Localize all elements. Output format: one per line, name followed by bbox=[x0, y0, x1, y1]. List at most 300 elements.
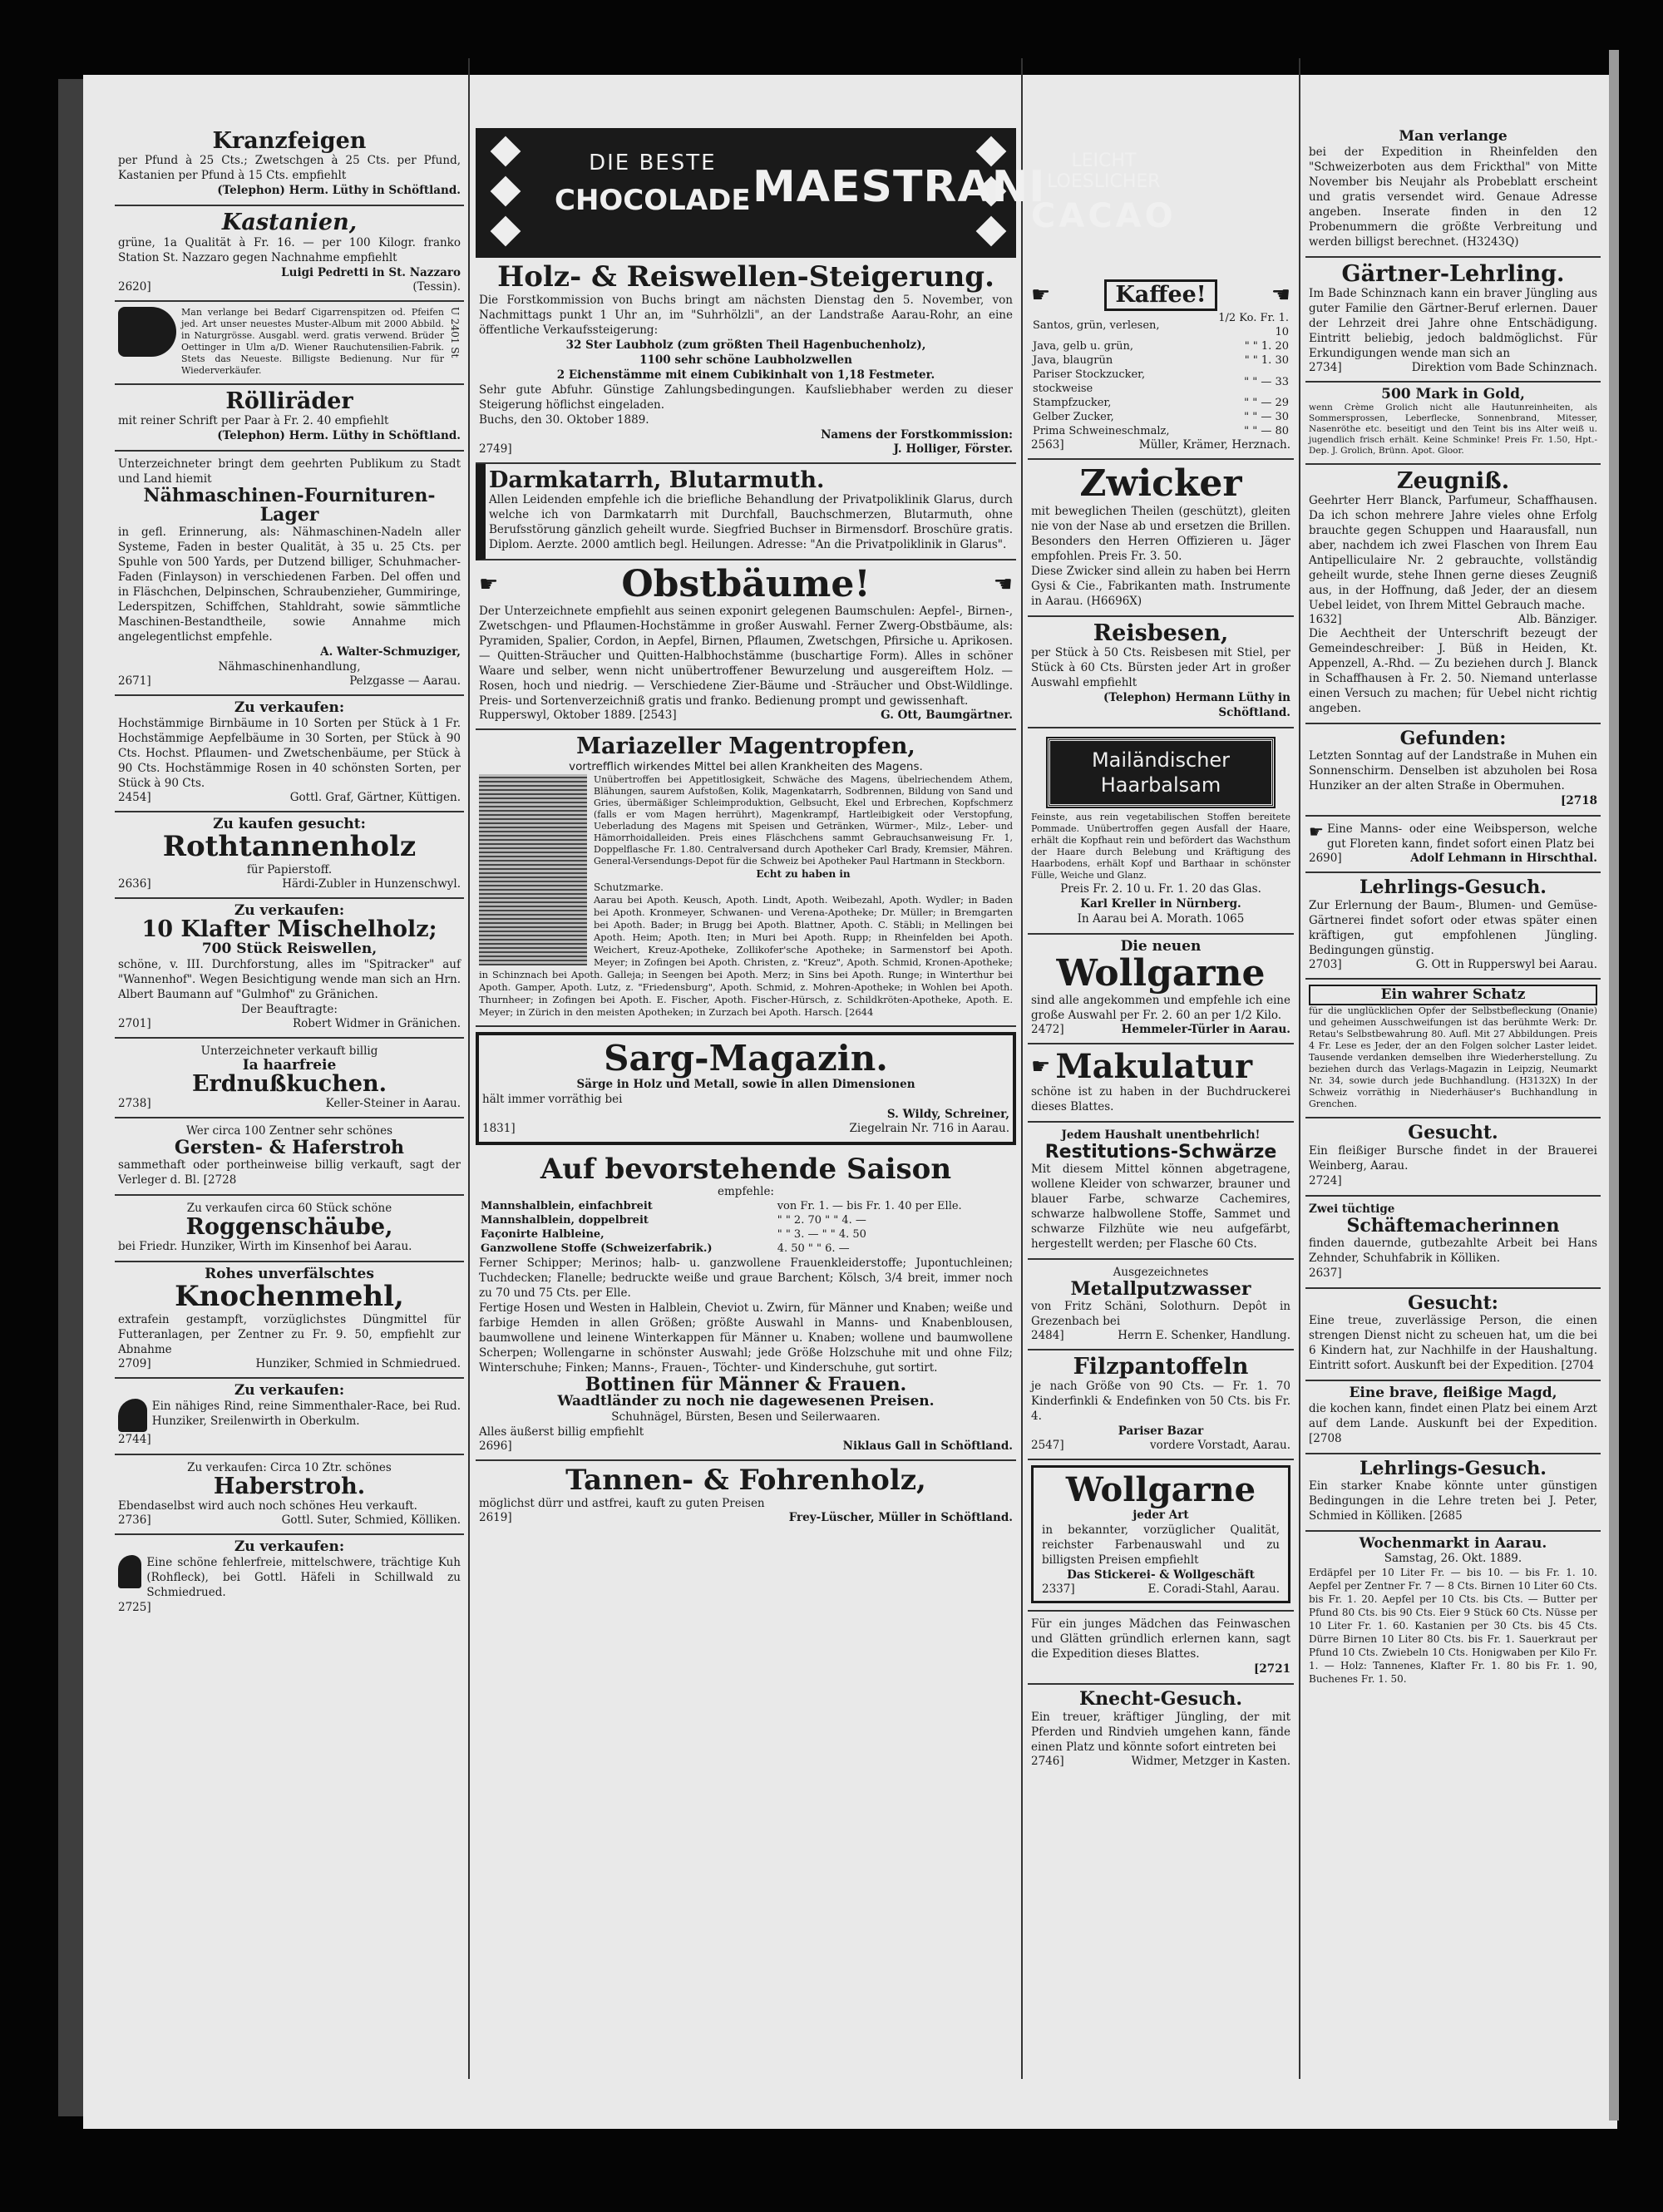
ad-tannenholz bbox=[476, 1461, 1016, 1531]
ad-text: finden dauernde, gutbezahlte Arbeit bei Hans Zehnder, Schuhfabrik in Kölliken. bbox=[1309, 1236, 1597, 1265]
ad-subtitle: Pariser Bazar bbox=[1118, 1424, 1204, 1439]
ad-signature: A. Walter-Schmuziger, bbox=[320, 645, 461, 659]
ad-zeugnis bbox=[1305, 465, 1601, 724]
ad-signature: Hemmeler-Türler in Aarau. bbox=[1121, 1022, 1290, 1036]
price-value: " " 2. 70 " " 4. — bbox=[777, 1214, 866, 1227]
pointing-hand-left-icon: ☚ bbox=[993, 572, 1013, 598]
ad-text: möglichst dürr und astfrei, kauft zu guten Preisen bbox=[479, 1496, 765, 1510]
ad-text: extrafein gestampft, vorzüglichstes Düngmittel für Futteranlagen, per Zentner zu Fr. 9. 50, empfiehlt zur Abnahme bbox=[118, 1312, 461, 1356]
ad-signature: Alb. Bänziger. bbox=[1517, 613, 1597, 627]
ad-lehrlings-gesuch-2 bbox=[1305, 1454, 1601, 1532]
ad-gesucht-bursche bbox=[1305, 1118, 1601, 1196]
ad-signature: S. Wildy, Schreiner, bbox=[886, 1107, 1009, 1121]
ad-location: In Aarau bei A. Morath. 1065 bbox=[1077, 911, 1245, 926]
ad-metallputzwasser bbox=[1028, 1260, 1294, 1350]
ad-subtitle: Särge in Holz und Metall, sowie in allen Dimensionen bbox=[576, 1077, 915, 1091]
price-row bbox=[1031, 410, 1290, 424]
price-value: " " — 33 bbox=[1244, 375, 1289, 388]
ad-text: Feinste, aus rein vegetabilischen Stoffen bereitete Pommade. Unübertroffen gegen Ausfall der Haare, erhält die Kopfhaut rein und befördert das Wachsthum der Haare durch Belebung und Kräftigung des Haarbodens, erhält Kopf und Barthaar in schönster Fülle, Weiche und Glanz. bbox=[1031, 811, 1290, 881]
banner-left-line2: CHOCOLADE bbox=[555, 184, 751, 217]
price-row bbox=[1031, 424, 1290, 438]
ad-haferstroh bbox=[115, 1118, 464, 1196]
ad-filzpantoffeln bbox=[1028, 1350, 1294, 1460]
ad-title: 500 Mark in Gold, bbox=[1381, 386, 1525, 403]
ad-number: 2337] bbox=[1042, 1582, 1075, 1597]
binding-spine bbox=[58, 79, 85, 2116]
ad-text: Der Beauftragte: bbox=[241, 1002, 338, 1016]
ad-naehmaschinen bbox=[115, 452, 464, 696]
ad-title: Auf bevorstehende Saison bbox=[540, 1152, 952, 1186]
ad-signature: (Telephon) Herm. Lüthy in Schöftland. bbox=[217, 184, 461, 198]
price-row bbox=[479, 1213, 1013, 1227]
ad-text: grüne, 1a Qualität à Fr. 16. — per 100 Kilogr. franko Station St. Nazzaro gegen Nachnahme empfiehlt bbox=[118, 235, 461, 264]
ad-number: 2637] bbox=[1309, 1266, 1342, 1280]
ad-text: mit reiner Schrift per Paar à Fr. 2. 40 empfiehlt bbox=[118, 414, 389, 428]
ad-magd bbox=[1305, 1381, 1601, 1454]
ad-signature: Adolf Lehmann in Hirschthal. bbox=[1410, 852, 1597, 866]
ad-number: 1831] bbox=[482, 1121, 516, 1135]
ad-cigarrenspitzen bbox=[115, 302, 464, 385]
price-item: Mannshalblein, doppelbreit bbox=[481, 1214, 649, 1227]
label-line2: Haarbalsam bbox=[1100, 773, 1221, 797]
ad-signature: Luigi Pedretti in St. Nazzaro bbox=[281, 265, 461, 279]
ad-erdnusskuchen bbox=[115, 1039, 464, 1118]
ad-frickthal bbox=[1305, 125, 1601, 258]
diamond-ornament bbox=[491, 216, 521, 247]
pointing-hand-right-icon: ☛ bbox=[1309, 822, 1324, 842]
ad-title: Tannen- & Fohrenholz, bbox=[565, 1464, 926, 1498]
ad-subtitle: jeder Art bbox=[1133, 1508, 1189, 1523]
ad-signature: Frey-Lüscher, Müller in Schöftland. bbox=[788, 1510, 1013, 1524]
ad-text: Ein treuer, kräftiger Jüngling, der mit Pferden und Rindvieh umgehen kann, fände einen Platz und könnte sofort eintreten bei bbox=[1031, 1710, 1290, 1754]
ad-wochenmarkt bbox=[1305, 1532, 1601, 1693]
ad-title: Mariazeller Magentropfen, bbox=[576, 733, 915, 760]
ad-code: U 2401 St bbox=[449, 306, 461, 358]
ad-text: Eine Manns- oder eine Weibsperson, welche gut Floreten kann, findet sofort einen Platz bei bbox=[1326, 822, 1597, 852]
column-rule bbox=[1021, 58, 1023, 2079]
ad-title: Knochenmehl, bbox=[175, 1280, 404, 1314]
ad-intro: Ausgezeichnetes bbox=[1113, 1266, 1209, 1279]
ad-knochenmehl bbox=[115, 1262, 464, 1379]
ad-mischelholz bbox=[115, 899, 464, 1039]
ad-number: 2746] bbox=[1031, 1754, 1064, 1768]
price-item: Java, blaugrün bbox=[1033, 354, 1113, 368]
ad-lehrlings-gesuch bbox=[1305, 873, 1601, 979]
ad-intro: Unterzeichneter verkauft billig bbox=[200, 1044, 378, 1058]
ad-signature: Härdi-Zubler in Hunzenschwyl. bbox=[282, 876, 461, 891]
ad-text: wenn Crème Grolich nicht alle Hautunreinheiten, als Sommersprossen, Leberflecke, Sonnenbrand, Mitesser, Nasenröthe etc. beseitigt und den Teint bis ins Alter weiß u. jugendlich frisch erhält. Keine Schminke! Preis Fr. 1.50, Hpt.-Dep. J. Grolich, Brünn. Apot. Gloor. bbox=[1309, 402, 1597, 457]
ad-signature: Gottl. Graf, Gärtner, Küttigen. bbox=[289, 791, 461, 805]
pointing-hand-right-icon: ☛ bbox=[479, 572, 499, 598]
ad-subtitle: vortrefflich wirkendes Mittel bei allen Krankheiten des Magens. bbox=[569, 759, 923, 773]
ad-wollgarne bbox=[1028, 935, 1294, 1044]
ad-makulatur bbox=[1028, 1044, 1294, 1123]
ad-title: Gefunden: bbox=[1399, 728, 1507, 750]
price-row bbox=[1031, 368, 1290, 396]
ad-number: 2749] bbox=[479, 442, 512, 456]
ad-text: bei Friedr. Hunziker, Wirth im Kinsenhof bei Aarau. bbox=[118, 1240, 412, 1254]
ad-location: Ziegelrain Nr. 716 in Aarau. bbox=[849, 1121, 1009, 1135]
price-table bbox=[479, 1199, 1013, 1256]
column-3 bbox=[1028, 274, 1294, 2087]
ad-intro: Jedem Haushalt unentbehrlich! bbox=[1061, 1128, 1261, 1142]
ad-number: 2472] bbox=[1031, 1022, 1064, 1036]
ad-text: sammethaft oder portheinweise billig verkauft, sagt der Verleger d. Bl. [2728 bbox=[118, 1158, 461, 1187]
cow-icon bbox=[118, 1399, 147, 1432]
ad-signature: Niklaus Gall in Schöftland. bbox=[842, 1439, 1013, 1454]
price-value: " " 1. 20 bbox=[1244, 340, 1289, 353]
ad-text: Ebendaselbst wird auch noch schönes Heu verkauft. bbox=[118, 1499, 417, 1513]
ad-text: Alles äußerst billig empfiehlt bbox=[479, 1425, 644, 1439]
ad-rolliraeder bbox=[115, 385, 464, 452]
ad-title: Zeugniß. bbox=[1396, 468, 1510, 495]
ad-number: 2620] bbox=[118, 279, 151, 294]
ad-rothtannenholz bbox=[115, 812, 464, 899]
ad-title: Gersten- & Haferstroh bbox=[174, 1136, 405, 1158]
ad-date: Samstag, 26. Okt. 1889. bbox=[1384, 1552, 1522, 1566]
cow-icon bbox=[118, 1555, 141, 1588]
ad-maestrani-banner bbox=[476, 128, 1177, 258]
pointing-hand-right-icon: ☛ bbox=[1031, 283, 1051, 309]
ad-location: Pelzgasse — Aarau. bbox=[349, 674, 461, 689]
ad-number: 2701] bbox=[118, 1016, 151, 1030]
ad-title: Makulatur bbox=[1055, 1046, 1253, 1086]
ad-text: schöne ist zu haben in der Buchdruckerei dieses Blattes. bbox=[1031, 1084, 1290, 1113]
ad-signature: Namens der Forstkommission: bbox=[821, 427, 1013, 442]
ad-text: per Stück à 50 Cts. Reisbesen mit Stiel, per Stück à 60 Cts. Bürsten jeder Art in großer Auswahl empfiehlt bbox=[1031, 645, 1290, 689]
ad-text: hält immer vorräthig bei bbox=[482, 1092, 623, 1106]
ad-text: je nach Größe von 90 Cts. — Fr. 1. 70 Kinderfinkli & Endefinken von 50 Cts. bis Fr. 4. bbox=[1031, 1380, 1290, 1424]
ad-title: Darmkatarrh, Blutarmuth. bbox=[489, 467, 825, 493]
pointing-hand-left-icon: ☚ bbox=[1271, 283, 1290, 309]
ad-text: Im Bade Schinznach kann ein braver Jüngling aus guter Familie den Gärtner-Beruf erlernen. Dauer der Lehrzeit drei Jahre ohne Entschädigung. Eintritt beliebig, jedoch baldmöglichst. Für Erkundigungen wende man sich an bbox=[1309, 287, 1597, 361]
ad-obstbaeume-verkauf bbox=[115, 696, 464, 812]
ad-sargmagazin bbox=[476, 1032, 1016, 1145]
price-row bbox=[1031, 311, 1290, 339]
ad-title: Nähmaschinen-Fournituren-Lager bbox=[143, 485, 436, 526]
ad-text: Diese Zwicker sind allein zu haben bei Herrn Gysi & Cie., Fabrikanten math. Instrumente in Aarau. (H6696X) bbox=[1031, 564, 1290, 608]
ad-pharmacy-list: Aarau bei Apoth. Keusch, Apoth. Lindt, Apoth. Weibezahl, Apoth. Wydler; in Baden bei Apoth. Kronmeyer, Schwanen- und Verena-Apotheke; Dr. Müller; in Bremgarten bei Apoth. Bader; in Brugg bei Apoth. Blattner, Apoth. C. Stäbli; in Mellingen bei Apoth. Heim; Apoth. Iten; in Muri bei Apoth. Rupp; in Rheinfelden bei Apoth. Weichert, Kreuz-Apotheke, Zollikofer'sche Apotheke; in Sarmenstorf bei Apoth. Meyer; in Zofingen bei Apoth. Christen, z. "Kreuz", Apoth. Schmid, Kronen-Apotheke; in Schinznach bei Apoth. Galleja; in Seengen bei Apoth. Merz; in Sins bei Apoth. Runge; in Winterthur bei Apoth. Gamper, Apoth. Lutz, z. "Friedensburg", Apoth. Schmid, z. Mohren-Apotheke; in Wohlen bei Apoth. Thurnheer; in Zofingen bei Apoth. E. Fischer, Apoth. Fischer-Hürsch, z. Schildkröten-Apotheke, Apoth. E. Meyer; in Zürich in den meisten Apotheken; in Zurzach bei Apoth. Harsch. [2644 bbox=[479, 893, 1013, 1018]
ad-signature: J. Holliger, Förster. bbox=[893, 442, 1013, 456]
ad-title: Reisbesen, bbox=[1093, 620, 1229, 646]
ad-number: 2703] bbox=[1309, 957, 1342, 971]
ad-title: 10 Klafter Mischelholz; bbox=[141, 916, 437, 943]
ad-text: Ein fleißiger Bursche findet in der Brauerei Weinberg, Aarau. bbox=[1309, 1143, 1597, 1173]
ad-holzsteigerung bbox=[476, 258, 1016, 464]
ad-title: Gesucht. bbox=[1408, 1122, 1498, 1144]
price-item: Java, gelb u. grün, bbox=[1033, 340, 1133, 353]
column-4 bbox=[1305, 125, 1601, 2087]
ad-title: Metallputzwasser bbox=[1070, 1278, 1251, 1300]
ad-darmkatarrh bbox=[476, 464, 1016, 560]
ad-signature: Widmer, Metzger in Kasten. bbox=[1131, 1754, 1290, 1768]
price-value: von Fr. 1. — bis Fr. 1. 40 per Elle. bbox=[777, 1200, 962, 1213]
ad-reisbesen bbox=[1028, 617, 1294, 728]
diamond-ornament bbox=[976, 216, 1007, 247]
ad-text: für Papierstoff. bbox=[246, 862, 333, 876]
ad-title: Zwicker bbox=[1079, 462, 1242, 506]
ad-text: schöne, v. III. Durchforstung, alles im "Spitracker" auf "Wannenhof". Wegen Besichtigung wende man sich an Hrn. Albert Baumann auf "Gulmhof" zu Gränichen. bbox=[118, 957, 461, 1001]
ad-number: 2724] bbox=[1309, 1173, 1342, 1187]
ad-signature: Robert Widmer in Gränichen. bbox=[292, 1016, 461, 1030]
diamond-ornament bbox=[491, 136, 521, 167]
ad-signature: E. Coradi-Stahl, Aarau. bbox=[1147, 1582, 1280, 1597]
ad-number: 2619] bbox=[479, 1510, 512, 1524]
price-item: Pariser Stockzucker, stockweise bbox=[1033, 368, 1146, 396]
ad-title: Kaffee! bbox=[1104, 279, 1216, 311]
banner-right-line2: CACAO bbox=[1031, 197, 1177, 235]
ad-text: Fertige Hosen und Westen in Halblein, Cheviot u. Zwirn, für Männer und Knaben; weiße und farbige Hemden in allen Größen; größte Auswahl in Manns- und Knabenblousen, baumwollene und leinene Winterkappen für Männer u. Knaben; wollene und baumwollene Scherpen; Wollengarne in schönster Auswahl; jede Größe Holzschuhe mit und ohne Filz; Winterschuhe; Finken; Manns-, Frauen-, Töchter- und Kinderschuhe, gut sortirt. bbox=[479, 1301, 1013, 1375]
ad-title: Gesucht: bbox=[1408, 1291, 1498, 1314]
boxed-ad bbox=[1031, 1465, 1290, 1603]
ad-signature: (Telephon) Herm. Lüthy in Schöftland. bbox=[217, 429, 461, 443]
ad-saison bbox=[476, 1150, 1016, 1462]
ad-number: 2636] bbox=[118, 876, 151, 891]
ad-signature: Hunziker, Schmied in Schmiedrued. bbox=[255, 1356, 461, 1370]
ad-text: Der Unterzeichnete empfiehlt aus seinen exponirt gelegenen Baumschulen: Aepfel-, Birnen-, Zwetschgen- und Pflaumen-Hochstämme in großer Auswahl. Ferner Zwerg-Obstbäume, als: Pyramiden, Spalier, Cordon, in Aepfel, Birnen, Pflaumen, Zwetschgen, Pfirsiche u. Aprikosen. — Quitten-Sträucher und Quitten-Halbhochstämme (buschartige Form). Alles in schöner Waare und selber, wenn nicht unübertroffener Bewurzelung und ausgereiftem Holz. — Rosen, hoch und niedrig. — Verschiedene Zier-Bäume und -Sträucher und Obst-Wildlinge. Preis- und Sortenverzeichniß gratis und franko. Bedienung prompt und gewissenhaft. bbox=[479, 605, 1013, 709]
ad-title: Haberstroh. bbox=[213, 1473, 366, 1499]
ad-text: Man verlange bei Bedarf Cigarrenspitzen od. Pfeifen jed. Art unser neuestes Muster-Album mit 2000 Abbild. in Naturgrösse. Ausgabl. werd. gratis verwend. Brüder Oettinger in Ulm a/D. Wiener Rauchutensilien-Fabrik. Stets das Neueste. Billigste Bedienung. Nur für Wiederverkäufer. bbox=[181, 306, 444, 376]
ad-signature: G. Ott, Baumgärtner. bbox=[881, 709, 1013, 723]
price-row bbox=[1031, 396, 1290, 410]
ad-subtitle: empfehle: bbox=[718, 1185, 774, 1199]
ad-title: Sarg-Magazin. bbox=[604, 1037, 888, 1079]
diamond-ornament bbox=[491, 176, 521, 207]
column-rule bbox=[468, 58, 470, 2079]
ad-price: Preis Fr. 2. 10 u. Fr. 1. 20 das Glas. bbox=[1060, 881, 1261, 896]
ad-maedchen bbox=[1028, 1612, 1294, 1685]
price-item: Gelber Zucker, bbox=[1033, 411, 1114, 424]
ad-text: bei der Expedition in Rheinfelden den "Schweizerboten aus dem Frickthal" von Mitte November bis Neujahr als Probeblatt erscheint und gratis versendet wird. Genaue Adresse angeben. Inserate finden in den 12 Probenummern die größte Verbreitung und werden billigst berechnet. (H3243Q) bbox=[1309, 145, 1597, 249]
ad-text: mit beweglichen Theilen (geschützt), gleiten nie von der Nase ab und ersetzen die Brillen. Besonders den Herren Offizieren u. Jäger empfohlen. Preis Fr. 3. 50. bbox=[1031, 504, 1290, 563]
ad-signature: vordere Vorstadt, Aarau. bbox=[1149, 1439, 1290, 1453]
ad-signature: Das Stickerei- & Wollgeschäft bbox=[1067, 1568, 1255, 1582]
ad-signature: Herrn E. Schenker, Handlung. bbox=[1118, 1329, 1290, 1343]
ad-title: Zu verkaufen: bbox=[234, 1381, 345, 1399]
ad-kaffee bbox=[1028, 274, 1294, 460]
pointing-hand-right-icon: ☛ bbox=[1031, 1054, 1051, 1079]
ad-text: per Pfund à 25 Cts.; Zwetschgen à 25 Cts. per Pfund, Kastanien per Pfund à 15 Cts. empfiehlt bbox=[118, 154, 461, 183]
ad-title: Knecht-Gesuch. bbox=[1078, 1688, 1242, 1711]
column-rule bbox=[1299, 58, 1300, 2079]
ad-title: Wollgarne bbox=[1065, 1470, 1256, 1510]
price-value: " " — 80 bbox=[1244, 425, 1289, 438]
price-item: Façonirte Halbleine, bbox=[481, 1228, 605, 1242]
price-row bbox=[479, 1242, 1013, 1256]
ad-roggenschaube bbox=[115, 1196, 464, 1262]
ad-intro: Zu verkaufen circa 60 Stück schöne bbox=[186, 1201, 392, 1215]
church-trademark-image bbox=[479, 774, 587, 965]
ad-location: (Tessin). bbox=[412, 279, 461, 294]
price-row bbox=[479, 1227, 1013, 1242]
ad-intro: Zu verkaufen: bbox=[234, 901, 345, 919]
ad-intro: Zu verkaufen: Circa 10 Ztr. schönes bbox=[187, 1460, 392, 1474]
ad-highlight: Bottinen für Männer & Frauen. bbox=[585, 1374, 907, 1396]
ad-intro: Wer circa 100 Zentner sehr schönes bbox=[186, 1123, 392, 1138]
column-1 bbox=[115, 125, 464, 2087]
price-item: Santos, grün, verlesen, bbox=[1033, 318, 1160, 332]
ad-signature: Gottl. Suter, Schmied, Kölliken. bbox=[281, 1513, 461, 1527]
ad-text: Sehr gute Abfuhr. Günstige Zahlungsbedingungen. Kaufsliebhaber werden zu dieser Steigerung höflichst eingeladen. bbox=[479, 383, 1013, 412]
ad-number: 2709] bbox=[118, 1356, 151, 1370]
ad-weibsperson bbox=[1305, 817, 1601, 873]
price-value: " " 1. 30 bbox=[1244, 354, 1289, 368]
ad-item: 32 Ster Laubholz (zum größten Theil Hagenbuchenholz), bbox=[565, 338, 926, 352]
price-item: Prima Schweineschmalz, bbox=[1033, 425, 1170, 438]
ad-kuh bbox=[115, 1535, 464, 1622]
price-item: Ganzwollene Stoffe (Schweizerfabrik.) bbox=[481, 1242, 713, 1256]
ad-item: 1100 sehr schöne Laubholzwellen bbox=[639, 353, 852, 367]
ad-text: Hochstämmige Birnbäume in 10 Sorten per Stück à 1 Fr. Hochstämmige Aepfelbäume in 30 Sorten, per Stück à 90 Cts. Hochst. Pflaumen- und Zwetschenbäume, per Stück à 90 Cts. Hochstämmige Rosen in 40 schönsten Sorten, per Stück à 90 Cts. bbox=[118, 717, 461, 791]
ad-title: Eine brave, fleißige Magd, bbox=[1349, 1384, 1557, 1401]
ad-haarbalsam bbox=[1028, 728, 1294, 935]
ad-haberstroh bbox=[115, 1455, 464, 1535]
ad-date: Buchs, den 30. Oktober 1889. bbox=[479, 412, 649, 427]
ad-obstbaeume bbox=[476, 560, 1016, 730]
price-row bbox=[1031, 339, 1290, 353]
page-edge bbox=[1609, 50, 1619, 2121]
ad-intro: Zwei tüchtige bbox=[1309, 1202, 1395, 1216]
ad-signature: Karl Kreller in Nürnberg. bbox=[1080, 896, 1241, 911]
ad-title: Roggenschäube, bbox=[185, 1213, 393, 1240]
ad-text: für die unglücklichen Opfer der Selbstbefleckung (Onanie) und geheimen Ausschweifungen ist das berühmte Werk: Dr. Retau's Selbstbewahrung 80. Aufl. Mit 27 Abbildungen. Preis 4 Fr. Lese es Jeder, der an den Folgen solcher Laster leidet. Tausende verdanken demselben ihre Wiederherstellung. Zu beziehen durch das Verlags-Magazin in Leipzig, Neumarkt Nr. 34, sowie durch jede Buchhandlung. (H3132X) In der Schweiz vorräthig in Niederhäuser's Buchhandlung in Grenchen. bbox=[1309, 1005, 1597, 1110]
banner-right bbox=[1031, 151, 1177, 235]
price-value: " " — 30 bbox=[1244, 411, 1289, 424]
label-line1: Mailändischer bbox=[1091, 748, 1231, 772]
ad-subtitle: Ia haarfreie bbox=[242, 1056, 337, 1074]
ad-wollgarne-2 bbox=[1028, 1460, 1294, 1612]
trademark-label: Schutzmarke. bbox=[594, 881, 664, 893]
ad-number: 2744] bbox=[118, 1432, 151, 1446]
ad-text: Schuhnägel, Bürsten, Besen und Seilerwaaren. bbox=[611, 1410, 881, 1424]
ad-intro: Rohes unverfälschtes bbox=[205, 1266, 374, 1283]
ad-restitutions-schwaerze bbox=[1028, 1123, 1294, 1260]
ad-item: 2 Eichenstämme mit einem Cubikinhalt von 1,18 Festmeter. bbox=[556, 368, 935, 382]
ad-number: 1632] bbox=[1309, 613, 1342, 627]
ad-wahrer-schatz bbox=[1305, 980, 1601, 1119]
ad-number: 2484] bbox=[1031, 1329, 1064, 1343]
ad-echt: Echt zu haben in bbox=[756, 867, 851, 880]
ad-number: 2734] bbox=[1309, 361, 1342, 375]
ad-title: Gärtner-Lehrling. bbox=[1341, 260, 1565, 287]
ad-text: die kochen kann, findet einen Platz bei einem Arzt auf dem Lande. Auskunft bei der Expedition. [2708 bbox=[1309, 1401, 1597, 1445]
ad-text: Mit diesem Mittel können abgetragene, wollene Kleider von schwarzer, brauner und blauer Farbe, schwarze Cachemires, schwarze halbwollene Stoffe, Sammet und schwarze Filzhüte wie neu aufgefärbt, hergestellt werden; per Flasche 60 Cts. bbox=[1031, 1163, 1290, 1251]
ad-schaeftemacherinnen bbox=[1305, 1197, 1601, 1289]
ad-number: 2671] bbox=[118, 674, 151, 689]
ad-text: von Fritz Schäni, Solothurn. Depôt in Grezenbach bei bbox=[1031, 1300, 1290, 1329]
price-row bbox=[1031, 353, 1290, 368]
ad-rind bbox=[115, 1379, 464, 1455]
price-item: Stampfzucker, bbox=[1033, 397, 1112, 410]
ad-text: Die Forstkommission von Buchs bringt am nächsten Dienstag den 5. November, von Nachmittags punkt 1 Uhr an, im "Suhrhölzli", an der Landstraße Aarau-Rohr, an eine öffentliche Verkaufssteigerung: bbox=[479, 293, 1013, 337]
ad-date: Rupperswyl, Oktober 1889. [2543] bbox=[479, 709, 677, 723]
ad-signature: (Telephon) Hermann Lüthy in Schöftland. bbox=[1103, 690, 1290, 719]
ad-text: in bekannter, vorzüglicher Qualität, reichster Farbenauswahl und zu billigsten Preisen empfiehlt bbox=[1042, 1523, 1280, 1568]
ad-title: Kranzfeigen bbox=[212, 128, 367, 154]
ad-title: Schäftemacherinnen bbox=[1346, 1214, 1560, 1237]
ad-text: Unübertroffen bei Appetitlosigkeit, Schwäche des Magens, übelriechendem Athem, Blähungen, saurem Aufstoßen, Kolik, Magenkatarrh, Sodbrennen, Bildung von Sand und Gries, übermäßiger Schleimproduktion, Gelbsucht, Ekel und Erbrechen, Kopfschmerz (falls er vom Magen herrührt), Magenkrampf, Hartleibigkeit oder Verstopfung, Ueberladung des Magens mit Speisen und Getränken, Würmer-, Milz-, Leber- und Hämorrhoidalleiden. Preis eines Fläschchens sammt Gebrauchsanweisung Fr. 1, Doppelflasche Fr. 1.80. Centralversand durch Apotheker Carl Brady, Kremsier, Mähren. General-Versendungs-Depot für die Schweiz bei Apotheker Paul Hartmann in Steckborn. bbox=[594, 773, 1013, 867]
ad-signature: G. Ott in Rupperswyl bei Aarau. bbox=[1415, 957, 1597, 971]
ad-gaertner-lehrling bbox=[1305, 258, 1601, 383]
ad-text: Eine treue, zuverlässige Person, die einen strengen Dienst nicht zu scheuen hat, um die bei 6 Kindern hat, zur Nachhilfe in der Haushaltung. Eintritt sofort. Auskunft bei der Expedition. [2704 bbox=[1309, 1313, 1597, 1372]
ad-number: 2725] bbox=[118, 1600, 151, 1614]
ad-title: Lehrlings-Gesuch. bbox=[1360, 876, 1547, 899]
ad-500-mark bbox=[1305, 383, 1601, 465]
ad-title: Holz- & Reiswellen-Steigerung. bbox=[497, 260, 994, 294]
ad-title: Ein wahrer Schatz bbox=[1309, 985, 1597, 1006]
ad-highlight: Waadtländer zu noch nie dagewesenen Preisen. bbox=[557, 1393, 935, 1410]
ad-number: 2696] bbox=[479, 1439, 512, 1454]
ad-number: [2718 bbox=[1561, 794, 1597, 808]
banner-left-line1: DIE BESTE bbox=[589, 151, 717, 175]
price-value: " " 3. — " " 4. 50 bbox=[777, 1228, 866, 1242]
ad-number: 2454] bbox=[118, 791, 151, 805]
ad-text: Zur Erlernung der Baum-, Blumen- und Gemüse-Gärtnerei findet sofort oder etwas später einen kräftigen, gut empfohlenen Jüngling. Bedingungen günstig. bbox=[1309, 898, 1597, 957]
ad-number: 2690] bbox=[1309, 852, 1342, 866]
ad-number: 2736] bbox=[118, 1513, 151, 1527]
ad-intro: Die neuen bbox=[1120, 937, 1202, 955]
price-value: 1/2 Ko. Fr. 1. 10 bbox=[1218, 312, 1289, 339]
ad-knecht bbox=[1028, 1685, 1294, 1774]
ad-number: 2563] bbox=[1031, 438, 1064, 452]
ad-number: [2721 bbox=[1254, 1662, 1290, 1676]
ad-title: Rothtannenholz bbox=[162, 829, 417, 863]
ad-text: Eine schöne fehlerfreie, mittelschwere, trächtige Kuh (Rohfleck), bei Gottl. Häfeli in Schillwald zu Schmiedrued. bbox=[146, 1555, 461, 1599]
banner-brand: MAESTRANI bbox=[753, 162, 1046, 212]
ad-text: Ferner Schipper; Merinos; halb- u. ganzwollene Frauenkleiderstoffe; Jupontuchleinen; Tuchdecken; Flanelle; bedruckte weiße und graue Barchent; Kölsch, 3/4 breit, immer noch zu 70 und 75 Cts. per Elle. bbox=[479, 1257, 1013, 1301]
ad-title: Wochenmarkt in Aarau. bbox=[1359, 1534, 1547, 1552]
ad-title: Zu verkaufen: bbox=[234, 699, 345, 717]
ad-signature: Direktion vom Bade Schinznach. bbox=[1411, 361, 1597, 375]
ad-kranzfeigen bbox=[115, 125, 464, 206]
price-item: Mannshalblein, einfachbreit bbox=[481, 1200, 653, 1213]
pipe-icon bbox=[118, 307, 176, 357]
ad-title: Obstbäume! bbox=[621, 563, 871, 606]
ad-title: Filzpantoffeln bbox=[1073, 1354, 1249, 1380]
banner-left bbox=[555, 151, 751, 217]
haarbalsam-label bbox=[1048, 738, 1274, 807]
price-value: 4. 50 " " 6. — bbox=[777, 1242, 850, 1256]
ad-text: Geehrter Herr Blanck, Parfumeur, Schaffhausen. Da ich schon mehrere Jahre vieles ohne Erfolg brauchte gegen Schuppen und Haarausfall, nun aber, nachdem ich zwei Flaschen von Ihrem Eau Antipelliculaire Nr. 2 gebrauchte, vollständig geheilt wurde, stehe Ihnen gerne dieses Zeugniß aus, in der Hoffnung, daß Jeder, der an diesem Uebel leidet, von Ihrem Mittel Gebrauch mache. bbox=[1309, 494, 1597, 613]
ad-title: Kastanien, bbox=[221, 210, 358, 236]
ad-number: 2547] bbox=[1031, 1439, 1064, 1453]
ad-text: Die Aechtheit der Unterschrift bezeugt der Gemeindeschreiber: J. Büß in Heiden, Kt. Appenzell, A.-Rhd. — Zu beziehen durch J. Blanck in Schaffhausen à Fr. 2. 50. Niemand unterlasse einen Versuch zu machen; für Uebel nicht richtig angeben. bbox=[1309, 627, 1597, 716]
price-value: " " — 29 bbox=[1244, 397, 1289, 410]
ad-title: Wollgarne bbox=[1056, 951, 1266, 995]
ad-signature: Müller, Krämer, Herznach. bbox=[1138, 438, 1290, 452]
ad-text: Ein nähiges Rind, reine Simmenthaler-Race, bei Rud. Hunziker, Sreilenwirth in Oberkulm. bbox=[151, 1399, 461, 1428]
ad-number: 2738] bbox=[118, 1096, 151, 1110]
price-table bbox=[1031, 311, 1290, 438]
ad-intro: Zu kaufen gesucht: bbox=[213, 816, 366, 833]
ad-text: Ein starker Knabe könnte unter günstigen Bedingungen in die Lehre treten bei J. Peter, Schmied in Kölliken. [2685 bbox=[1309, 1479, 1597, 1523]
ad-signature: Keller-Steiner in Aarau. bbox=[325, 1096, 461, 1110]
ad-text: in gefl. Erinnerung, als: Nähmaschinen-Nadeln aller Systeme, Faden in bester Qualität, à 35 u. 25 Cts. per Spuhle von 500 Yards, per Dutzend billiger, Schuhmacher-Faden (Finlayson) in verschiedenen Farben. Del offen und in Fläschchen, Delpinschen, Schraubenzieher, Gummiringe, Lederspitzen, Schiffchen, Stahldraht, sowie sämmtliche Maschinen-Bestandtheile, sowie Annahme mich angelegentlichst empfehle. bbox=[118, 526, 461, 644]
ad-text: Erdäpfel per 10 Liter Fr. — bis 10. — bis Fr. 1. 10. Aepfel per Zentner Fr. 7 — 8 Cts. Birnen 10 Liter 60 Cts. bis Fr. 1. 20. Aepfel per 10 Cts. bis Cts. — Butter per Pfund 80 Cts. bis 90 Cts. Eier 9 Stück 60 Cts. Nüsse per 10 Liter Fr. 1. 60. Kastanien per 30 Cts. bis 45 Cts. Dürre Birnen 10 Liter 80 Cts. bis Fr. 1. Sauerkraut per Pfund 10 Cts. Zwiebeln 10 Cts. Honigwaben per Kilo Fr. 1. — Holz: Tannenes, Klafter Fr. 1. 80 bis Fr. 1. 90, Buchenes Fr. 1. 50. bbox=[1309, 1567, 1597, 1686]
ad-kastanien bbox=[115, 206, 464, 301]
ad-gefunden bbox=[1305, 724, 1601, 817]
banner-right-line1: LEICHT LOESLICHER bbox=[1047, 151, 1161, 192]
ad-title: Erdnußkuchen. bbox=[191, 1071, 387, 1098]
price-row bbox=[479, 1199, 1013, 1213]
ad-subtitle: 700 Stück Reiswellen, bbox=[201, 940, 378, 957]
ad-intro: Man verlange bbox=[1399, 128, 1508, 145]
ad-text: sind alle angekommen und empfehle ich eine große Auswahl per Fr. 2. 60 an per 1/2 Kilo. bbox=[1031, 993, 1290, 1022]
ad-signature-line: Nähmaschinenhandlung, bbox=[218, 660, 361, 674]
ad-text: Für ein junges Mädchen das Feinwaschen und Glätten gründlich erlernen kann, sagt die Expedition dieses Blattes. bbox=[1031, 1617, 1290, 1661]
ad-intro: Unterzeichneter bringt dem geehrten Publikum zu Stadt und Land hiemit bbox=[118, 457, 461, 486]
ad-mariazeller bbox=[476, 730, 1016, 1026]
